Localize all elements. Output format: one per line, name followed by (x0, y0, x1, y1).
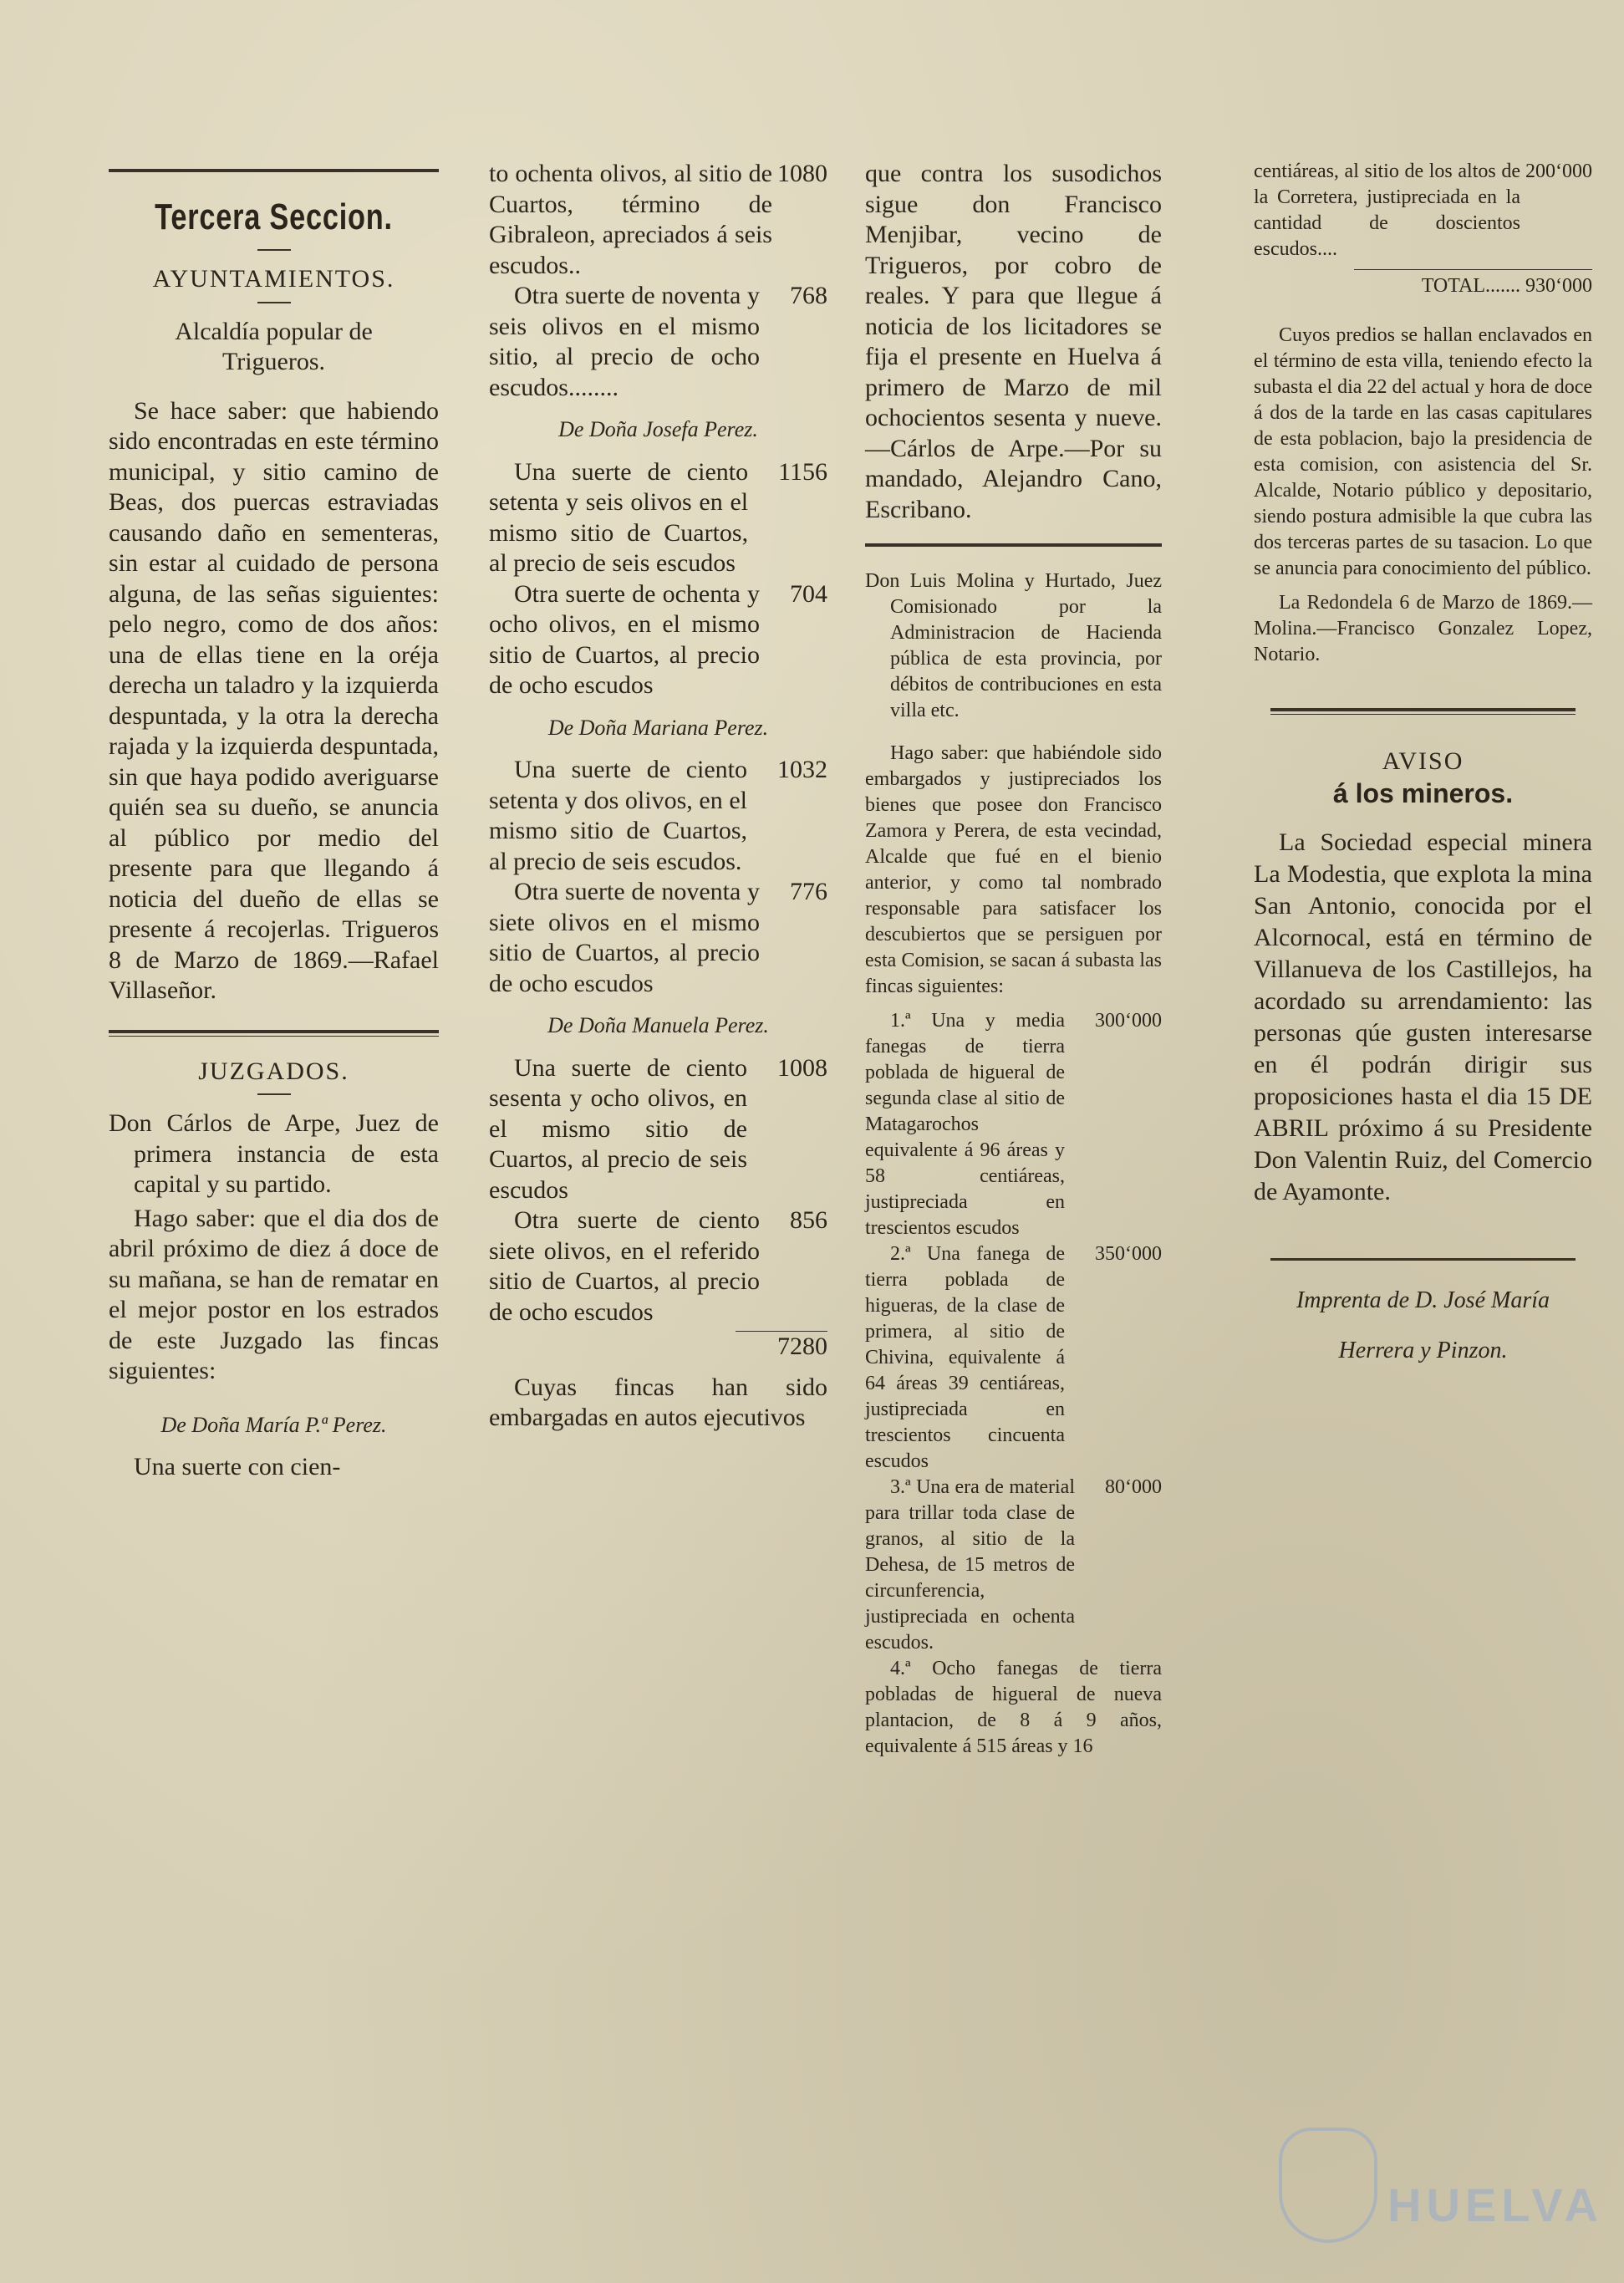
finca-item: 3.ª Una era de material para trillar toda clase de granos, al sitio de la Dehesa, de 15 metros de circunferencia, justipreciada en ochenta escudos. 80‘000 (865, 1476, 1162, 1654)
top-rule (109, 169, 439, 172)
total-row: TOTAL....... 930‘000 (1354, 269, 1592, 299)
finca-item: Otra suerte de noventa y seis olivos en el mismo sitio, al precio de ocho escudos........ 768 (489, 282, 827, 401)
finca-item: Otra suerte de ochenta y ocho olivos, en el mismo sitio de Cuartos, al precio de ocho escudos 704 (489, 579, 827, 699)
juez-header: Don Cárlos de Arpe, Juez de primera instancia de esta capital y su partido. (109, 1109, 439, 1198)
finca-item: Otra suerte de ciento siete olivos, en el referido sitio de Cuartos, al precio de ocho escudos 856 (489, 1206, 827, 1326)
owner-mariana: De Doña Mariana Perez. (547, 715, 769, 740)
total-amount: 7280 (736, 1331, 827, 1363)
imprenta-line-1: Imprenta de D. José María (1296, 1287, 1550, 1313)
finca-item: Una suerte de ciento setenta y dos olivos, en el mismo sitio de Cuartos, al precio de seis escudos. 1032 (489, 756, 827, 875)
trigueros-notice: Se hace saber: que habiendo sido encontradas en este término municipal, y sitio camino de Beas, dos puercas estraviadas causando daño en sementeras, sin estar al cuidado de persona alguna, de las señas siguientes: pelo negro, como de dos años: una de ellas tiene en la oréja derecha un taladro y la izquierda despuntada, y la otra la derecha rajada y la izquierda despuntada, sin que haya podido averiguarse quién sea su dueño, se anuncia al público por medio del presente para que llegando á noticia del dueño de ellas se presente á recojerlas. Trigueros 8 de Marzo de 1869.—Rafael Villaseñor. (109, 396, 439, 1004)
finca-item: Una suerte de ciento sesenta y ocho olivos, en el mismo sitio de Cuartos, al precio de seis escudos 1008 (489, 1053, 827, 1204)
column-2 (489, 159, 827, 1442)
juzgado-continuation: que contra los susodichos sigue don Francisco Menjibar, vecino de Trigueros, por cobro de reales. Y para que llegue á noticia de los licitadores se fija el presente en Huelva á primero de Marzo de mil ochocientos sesenta y nueve.—Cárlos de Arpe.—Por su mandado, Alejandro Cano, Escribano. (865, 160, 1162, 523)
finca-item: 2.ª Una fanega de tierra poblada de higueras, de la clase de primera, al sitio de Chivina, equivalente á 64 áreas 39 centiáreas, justipreciada en trescientos cincuenta escudos 350‘000 (865, 1243, 1162, 1472)
column-1 (109, 159, 439, 1491)
owner-maria: De Doña María P.ª Perez. (160, 1412, 387, 1437)
rule (865, 543, 1162, 547)
title-dash (257, 249, 291, 251)
library-stamp (1279, 2128, 1603, 2245)
imprenta-line-2: Herrera y Pinzon. (1338, 1338, 1508, 1363)
aviso-heading: AVISO (1382, 747, 1464, 775)
heading-dash (257, 302, 291, 303)
closing-text: Cuyas fincas han sido embargadas en autos ejecutivos (489, 1373, 827, 1431)
sociedad-text: La Sociedad especial minera La Modestia, que explota la mina San Antonio, conocida por el Alcornocal, está en término de Villanueva de los Castillejos, ha acordado su arrendamiento: las personas qúe gusten interesarse en él podrán dirigir sus proposiciones hasta el dia 15 DE ABRIL próximo á su Presidente Don Valentin Ruiz, del Comercio de Ayamonte. (1254, 828, 1592, 1205)
column-3 (865, 159, 1162, 1768)
juzgados-dash (257, 1093, 291, 1095)
ayuntamientos-heading: AYUNTAMIENTOS. (152, 265, 395, 293)
alcaldia-heading: Alcaldía popular de Trigueros. (175, 317, 373, 375)
juzgados-heading: JUZGADOS. (198, 1057, 349, 1085)
column-4 (1254, 159, 1592, 1376)
finca-item: Una suerte de ciento setenta y seis olivos en el mismo sitio de Cuartos, al precio de seis escudos 1156 (489, 457, 827, 577)
redondela-date: La Redondela 6 de Marzo de 1869.— Molina.—Francisco Gonzalez Lopez, Notario. (1254, 592, 1592, 665)
molina-hago-saber: Hago saber: que habiéndole sido embargados y justipreciados los bienes que posee don Francisco Zamora y Perera, de esta vecindad, Alcalde que fué en el bienio anterior, y como tal nombrado responsable para satisfacer los descubiertos que se persiguen por esta Comision, se sacan á subasta las fincas siguientes: (865, 742, 1162, 997)
stamp-word: HUELVA (1387, 2179, 1603, 2231)
finca-item: Otra suerte de noventa y siete olivos en el mismo sitio de Cuartos, al precio de ocho escudos 776 (489, 878, 827, 997)
finca-4: 4.ª Ocho fanegas de tierra pobladas de higueral de nueva plantacion, de 8 á 9 años, equivalente á 515 áreas y 16 (865, 1658, 1162, 1757)
owner-josefa: De Doña Josefa Perez. (558, 417, 758, 441)
shield-icon (1279, 2128, 1377, 2243)
finca-item: 1.ª Una y media fanegas de tierra poblada de higueral de segunda clase al sitio de Matagarochos equivalente á 96 áreas y 58 centiáreas, justipreciada en trescientos escudos 300‘000 (865, 1010, 1162, 1239)
col1-tail: Una suerte con cien- (134, 1453, 341, 1480)
owner-manuela: De Doña Manuela Perez. (547, 1013, 769, 1037)
rule (1270, 1258, 1576, 1261)
section-rule (109, 1030, 439, 1037)
finca-continuation: centiáreas, al sitio de los altos de la Corretera, justipreciada en la cantidad de doscientos escudos.... 200‘000 (1254, 161, 1592, 260)
finca-item: to ochenta olivos, al sitio de Cuartos, término de Gibraleon, apreciados á seis escudos.. 1080 (489, 160, 827, 279)
molina-header: Don Luis Molina y Hurtado, Juez Comisionado por la Administracion de Hacienda pública de esta provincia, por débitos de contribuciones en esta villa etc. (865, 570, 1162, 721)
subasta-text: Cuyos predios se hallan enclavados en el término de esta villa, teniendo efecto la subasta el dia 22 del actual y hora de doce á dos de la tarde en las casas capitulares de esta poblacion, bajo la presidencia de esta comision, con asistencia del Sr. Alcalde, Notario público y depositario, siendo postura admisible la que cubra las dos terceras partes de su tasacion. Lo que se anuncia para conocimiento del público. (1254, 324, 1592, 579)
section-title: Tercera Seccion. (155, 196, 393, 237)
section-rule (1270, 708, 1576, 715)
mineros-heading: á los mineros. (1332, 778, 1514, 808)
juzgado-hago-saber: Hago saber: que el dia dos de abril próximo de diez á doce de su mañana, se han de rematar en el mejor postor en los estrados de este Juzgado las fincas siguientes: (109, 1204, 439, 1384)
